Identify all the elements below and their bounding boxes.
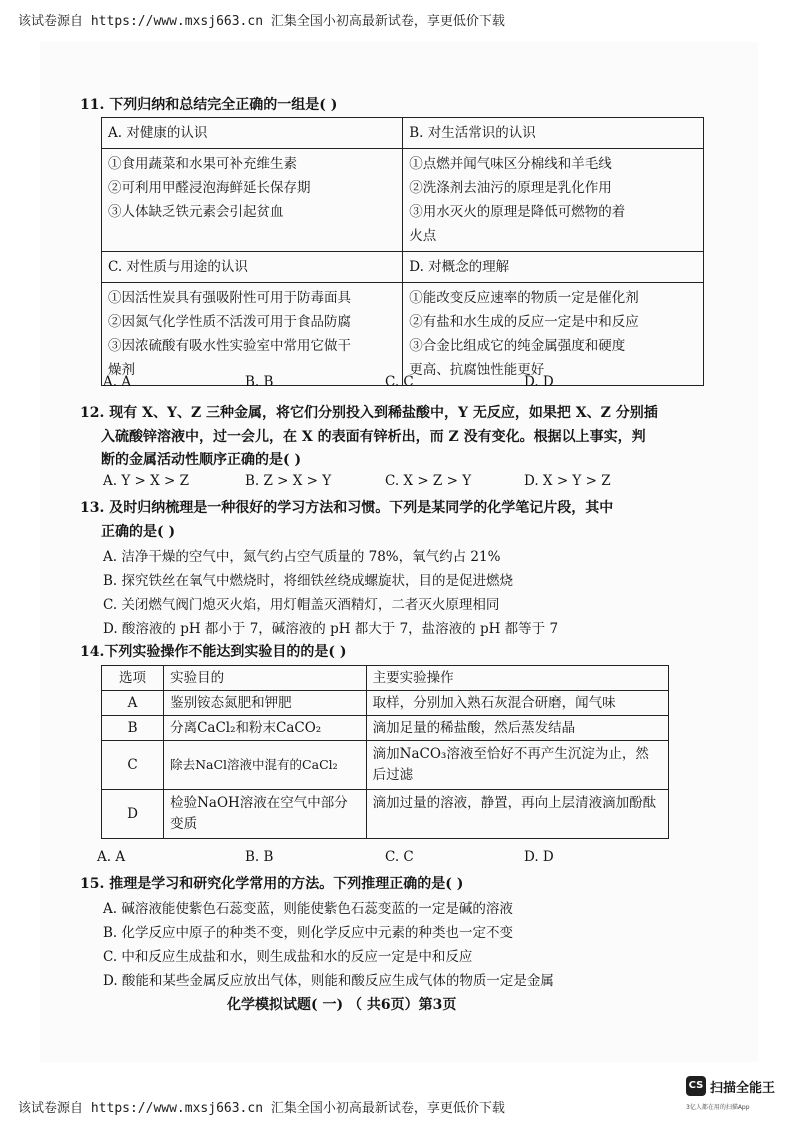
q11-box-a-body bbox=[102, 149, 403, 252]
banner-slogan: 汇集全国小初高最新试卷，享更低价下载 bbox=[270, 14, 505, 29]
q11-box-b-body bbox=[403, 149, 704, 252]
q15-option-a[interactable]: A. 碱溶液能使紫色石蕊变蓝，则能使紫色石蕊变蓝的一定是碱的溶液 bbox=[103, 901, 513, 917]
q13-option-b[interactable]: B. 探究铁丝在氧气中燃烧时，将细铁丝绕成螺旋状，目的是促进燃烧 bbox=[103, 573, 514, 589]
q11-stem: 11. 下列归纳和总结完全正确的一组是( ) bbox=[80, 97, 338, 113]
q14-row-operation: 滴加NaCO₃溶液至恰好不再产生沉淀为止，然后过滤 bbox=[366, 741, 668, 790]
q12-stem-line: 12. 现有 X、Y、Z 三种金属，将它们分别投入到稀盐酸中，Y 无反应，如果把 X、Z 分别插 bbox=[80, 405, 658, 421]
q11-d-line: 更高、抗腐蚀性能更好 bbox=[409, 362, 545, 378]
q11-a-line: ②可利用甲醛浸泡海鲜延长保存期 bbox=[108, 180, 311, 196]
q14-row-purpose: 鉴别铵态氮肥和钾肥 bbox=[164, 691, 367, 716]
q14-row-option: A bbox=[102, 691, 164, 716]
q14-row-purpose: 分离CaCl₂和粉末CaCO₂ bbox=[164, 716, 367, 741]
q12-option-b[interactable]: B. Z > X > Y bbox=[245, 473, 332, 489]
q11-c-line: ①因活性炭具有强吸附性可用于防毒面具 bbox=[108, 290, 351, 306]
q12-option-d[interactable]: D. X > Y > Z bbox=[524, 473, 611, 489]
q14-row-option: B bbox=[102, 716, 164, 741]
q11-d-line: ③合金比组成它的纯金属强度和硬度 bbox=[409, 338, 626, 354]
q14-stem: 14.下列实验操作不能达到实验目的的是( ) bbox=[80, 644, 347, 660]
q11-box-d-title: D. 对概念的理解 bbox=[403, 252, 704, 283]
q11-b-line: ③用水灭火的原理是降低可燃物的着 bbox=[409, 204, 626, 220]
q11-c-line: ③因浓硫酸有吸水性实验室中常用它做干 bbox=[108, 338, 351, 354]
q14-header-option: 选项 bbox=[102, 666, 164, 691]
q11-option-c[interactable]: C. C bbox=[385, 374, 414, 390]
q12-option-c[interactable]: C. X > Z > Y bbox=[385, 473, 472, 489]
q11-b-line: ①点燃并闻气味区分棉线和羊毛线 bbox=[409, 156, 612, 172]
q11-box-d-body bbox=[403, 283, 704, 386]
q13-stem-line: 13. 及时归纳梳理是一种很好的学习方法和习惯。下列是某同学的化学笔记片段，其中 bbox=[80, 500, 614, 516]
q14-option-d[interactable]: D. D bbox=[524, 849, 554, 865]
banner-label: 该试卷源自 bbox=[18, 14, 84, 29]
scanner-logo-tagline: 3亿人都在用的扫描App bbox=[686, 1104, 750, 1111]
q13-option-c[interactable]: C. 关闭燃气阀门熄灭火焰，用灯帽盖灭酒精灯，二者灭火原理相同 bbox=[103, 597, 500, 613]
table-row bbox=[102, 790, 669, 839]
q15-option-c[interactable]: C. 中和反应生成盐和水，则生成盐和水的反应一定是中和反应 bbox=[103, 949, 473, 965]
q14-row-operation: 取样，分别加入熟石灰混合研磨，闻气味 bbox=[366, 691, 668, 716]
q11-option-b[interactable]: B. B bbox=[245, 374, 274, 390]
scanner-logo-name: 扫描全能王 bbox=[710, 1081, 776, 1096]
banner-label: 该试卷源自 bbox=[18, 1101, 84, 1116]
q13-option-d[interactable]: D. 酸溶液的 pH 都小于 7，碱溶液的 pH 都大于 7，盐溶液的 pH 都等于 7 bbox=[103, 621, 559, 637]
q11-d-line: ①能改变反应速率的物质一定是催化剂 bbox=[409, 290, 639, 306]
top-banner bbox=[18, 10, 505, 29]
page-footer: 化学模拟试题( 一) （ 共6页）第3页 bbox=[227, 997, 457, 1013]
table-row bbox=[102, 741, 669, 790]
q15-stem: 15. 推理是学习和研究化学常用的方法。下列推理正确的是( ) bbox=[80, 876, 464, 892]
q14-row-operation: 滴加足量的稀盐酸，然后蒸发结晶 bbox=[366, 716, 668, 741]
q11-a-line: ③人体缺乏铁元素会引起贫血 bbox=[108, 204, 284, 220]
q14-row-option: C bbox=[102, 741, 164, 790]
q12-stem-line: 入硫酸锌溶液中，过一会儿，在 X 的表面有锌析出，而 Z 没有变化。根据以上事实，判 bbox=[101, 429, 646, 445]
q13-option-a[interactable]: A. 洁净干燥的空气中，氮气约占空气质量的 78%，氧气约占 21% bbox=[103, 549, 501, 565]
q14-row-option: D bbox=[102, 790, 164, 839]
q11-table bbox=[101, 117, 704, 386]
q14-row-operation: 滴加过量的溶液，静置，再向上层清液滴加酚酞 bbox=[366, 790, 668, 839]
table-row bbox=[102, 716, 669, 741]
q11-box-b-title: B. 对生活常识的认识 bbox=[403, 118, 704, 149]
q15-option-d[interactable]: D. 酸能和某些金属反应放出气体，则能和酸反应生成气体的物质一定是金属 bbox=[103, 973, 554, 989]
q11-b-line: ②洗涤剂去油污的原理是乳化作用 bbox=[409, 180, 612, 196]
q11-c-line: 燥剂 bbox=[108, 362, 135, 378]
q12-option-a[interactable]: A. Y > X > Z bbox=[103, 473, 190, 489]
q14-header-purpose: 实验目的 bbox=[164, 666, 367, 691]
q11-box-c-title: C. 对性质与用途的认识 bbox=[102, 252, 403, 283]
q11-box-a-title: A. 对健康的认识 bbox=[102, 118, 403, 149]
q14-option-c[interactable]: C. C bbox=[385, 849, 414, 865]
q11-a-line: ①食用蔬菜和水果可补充维生素 bbox=[108, 156, 297, 172]
q14-table bbox=[101, 665, 669, 839]
banner-slogan: 汇集全国小初高最新试卷，享更低价下载 bbox=[270, 1101, 505, 1116]
table-row bbox=[102, 691, 669, 716]
q14-header-operation: 主要实验操作 bbox=[366, 666, 668, 691]
scanner-logo bbox=[686, 1076, 778, 1116]
q11-d-line: ②有盐和水生成的反应一定是中和反应 bbox=[409, 314, 639, 330]
q11-option-a[interactable]: A. A bbox=[103, 374, 132, 390]
cs-scanner-icon: CS bbox=[686, 1076, 706, 1096]
banner-url[interactable]: https://www.mxsj663.cn bbox=[90, 14, 264, 29]
q11-box-c-body bbox=[102, 283, 403, 386]
banner-url[interactable]: https://www.mxsj663.cn bbox=[90, 1101, 264, 1116]
bottom-banner bbox=[18, 1097, 505, 1116]
q15-option-b[interactable]: B. 化学反应中原子的种类不变，则化学反应中元素的种类也一定不变 bbox=[103, 925, 514, 941]
q13-stem-line: 正确的是( ) bbox=[101, 524, 176, 540]
q14-option-b[interactable]: B. B bbox=[245, 849, 274, 865]
q14-row-purpose: 检验NaOH溶液在空气中部分变质 bbox=[164, 790, 367, 839]
q14-option-a[interactable]: A. A bbox=[97, 849, 126, 865]
q12-stem-line: 断的金属活动性顺序正确的是( ) bbox=[101, 452, 302, 468]
q11-option-d[interactable]: D. D bbox=[524, 374, 554, 390]
q14-row-purpose: 除去NaCl溶液中混有的CaCl₂ bbox=[164, 741, 367, 790]
q11-c-line: ②因氮气化学性质不活泼可用于食品防腐 bbox=[108, 314, 351, 330]
q11-b-line: 火点 bbox=[409, 228, 437, 244]
